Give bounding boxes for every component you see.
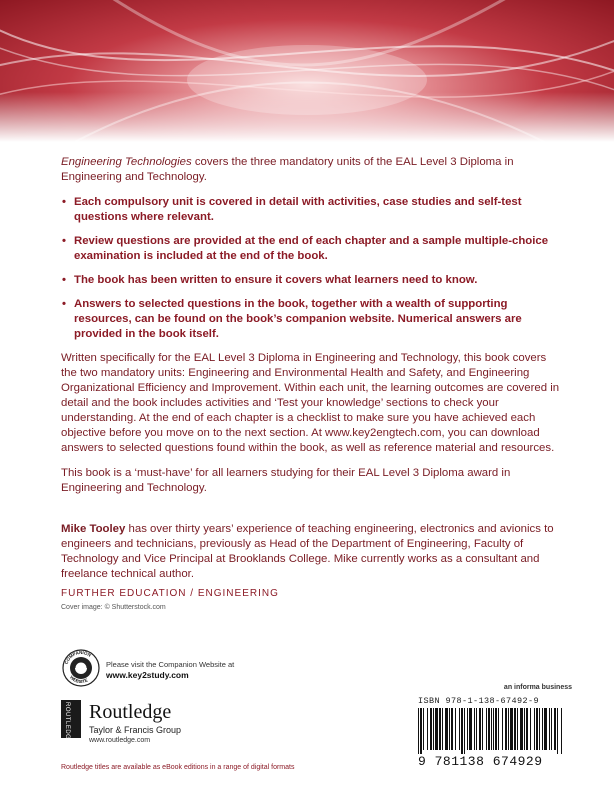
must-have-paragraph: This book is a ‘must-have’ for all learners studying for their EAL Level 3 Diploma award in Engineering and Technology.: [61, 467, 511, 494]
book-title-italic: Engineering Technologies: [61, 156, 192, 168]
isbn-label: ISBN 978-1-138-67492-9: [418, 696, 540, 706]
logo-text: ROUTLEDGE: [64, 702, 70, 744]
publisher-block: [61, 700, 271, 750]
badge-bottom-text: WEBSITE: [68, 674, 89, 685]
companion-url-link[interactable]: www.key2study.com: [106, 670, 189, 680]
list-item: • Answers to selected questions in the book, together with a wealth of supporting resources, can be found on the book’s companion website. Numerical answers are provided in the book itself.: [61, 297, 561, 342]
badge-top-text: COMPANION: [63, 649, 92, 665]
list-item: • The book has been written to ensure it covers what learners need to know.: [61, 273, 561, 288]
publisher-group: Taylor & Francis Group: [89, 725, 182, 735]
companion-website-info: [106, 659, 234, 681]
informa-tagline: an informa business: [503, 684, 572, 691]
routledge-logo-icon: [61, 700, 81, 744]
cover-hero-image: [0, 0, 614, 142]
list-item: • Each compulsory unit is covered in detail with activities, case studies and self-test questions where relevant.: [61, 195, 561, 225]
back-cover-text: [61, 155, 561, 582]
description-paragraph: Written specifically for the EAL Level 3 Diploma in Engineering and Technology, this book covers the two mandatory units: Engineering and Environmental Health and Safety, and Engineering Organizational Efficiency and Improvement. Within each unit, the learning outcomes are covered in detail and the book includes activities and ‘Test your knowledge’ sections to check your understanding. At the end of each chapter is a checklist to make sure you have achieved each objective before you move on to the next section. At www.key2engtech.com, you can download answers to selected questions found within the book, as well as reference material and resources.: [61, 352, 560, 454]
intro-text: covers the three mandatory units of the EAL Level 3 Diploma in Engineering and Technology.: [61, 156, 514, 183]
companion-website-badge-icon: [61, 648, 101, 688]
ebook-availability-note: Routledge titles are available as eBook editions in a range of digital formats: [61, 764, 295, 771]
companion-line: Please visit the Companion Website at: [106, 660, 235, 669]
barcode-graphic: [416, 708, 564, 754]
publisher-name: Routledge: [89, 701, 172, 723]
barcode-digits: 9 781138 674929: [418, 754, 543, 769]
author-name: Mike Tooley: [61, 523, 126, 535]
author-bio: [61, 522, 561, 582]
list-item: • Review questions are provided at the end of each chapter and a sample multiple-choice examination is included at the end of the book.: [61, 234, 561, 264]
cover-image-credit: Cover image: © Shutterstock.com: [61, 604, 166, 611]
publisher-website-link[interactable]: www.routledge.com: [89, 737, 151, 744]
feature-list: [61, 195, 561, 342]
isbn-barcode-block: [408, 684, 572, 770]
subject-category: FURTHER EDUCATION / ENGINEERING: [61, 588, 279, 599]
intro-paragraph: [61, 155, 561, 185]
author-bio-text: has over thirty years’ experience of teaching engineering, electronics and avionics to engineers and technicians, previously as Head of the Department of Engineering, Faculty of Technology and Vice Principal at Brooklands College. Mike currently works as a consultant and freelance technical author.: [61, 523, 554, 580]
